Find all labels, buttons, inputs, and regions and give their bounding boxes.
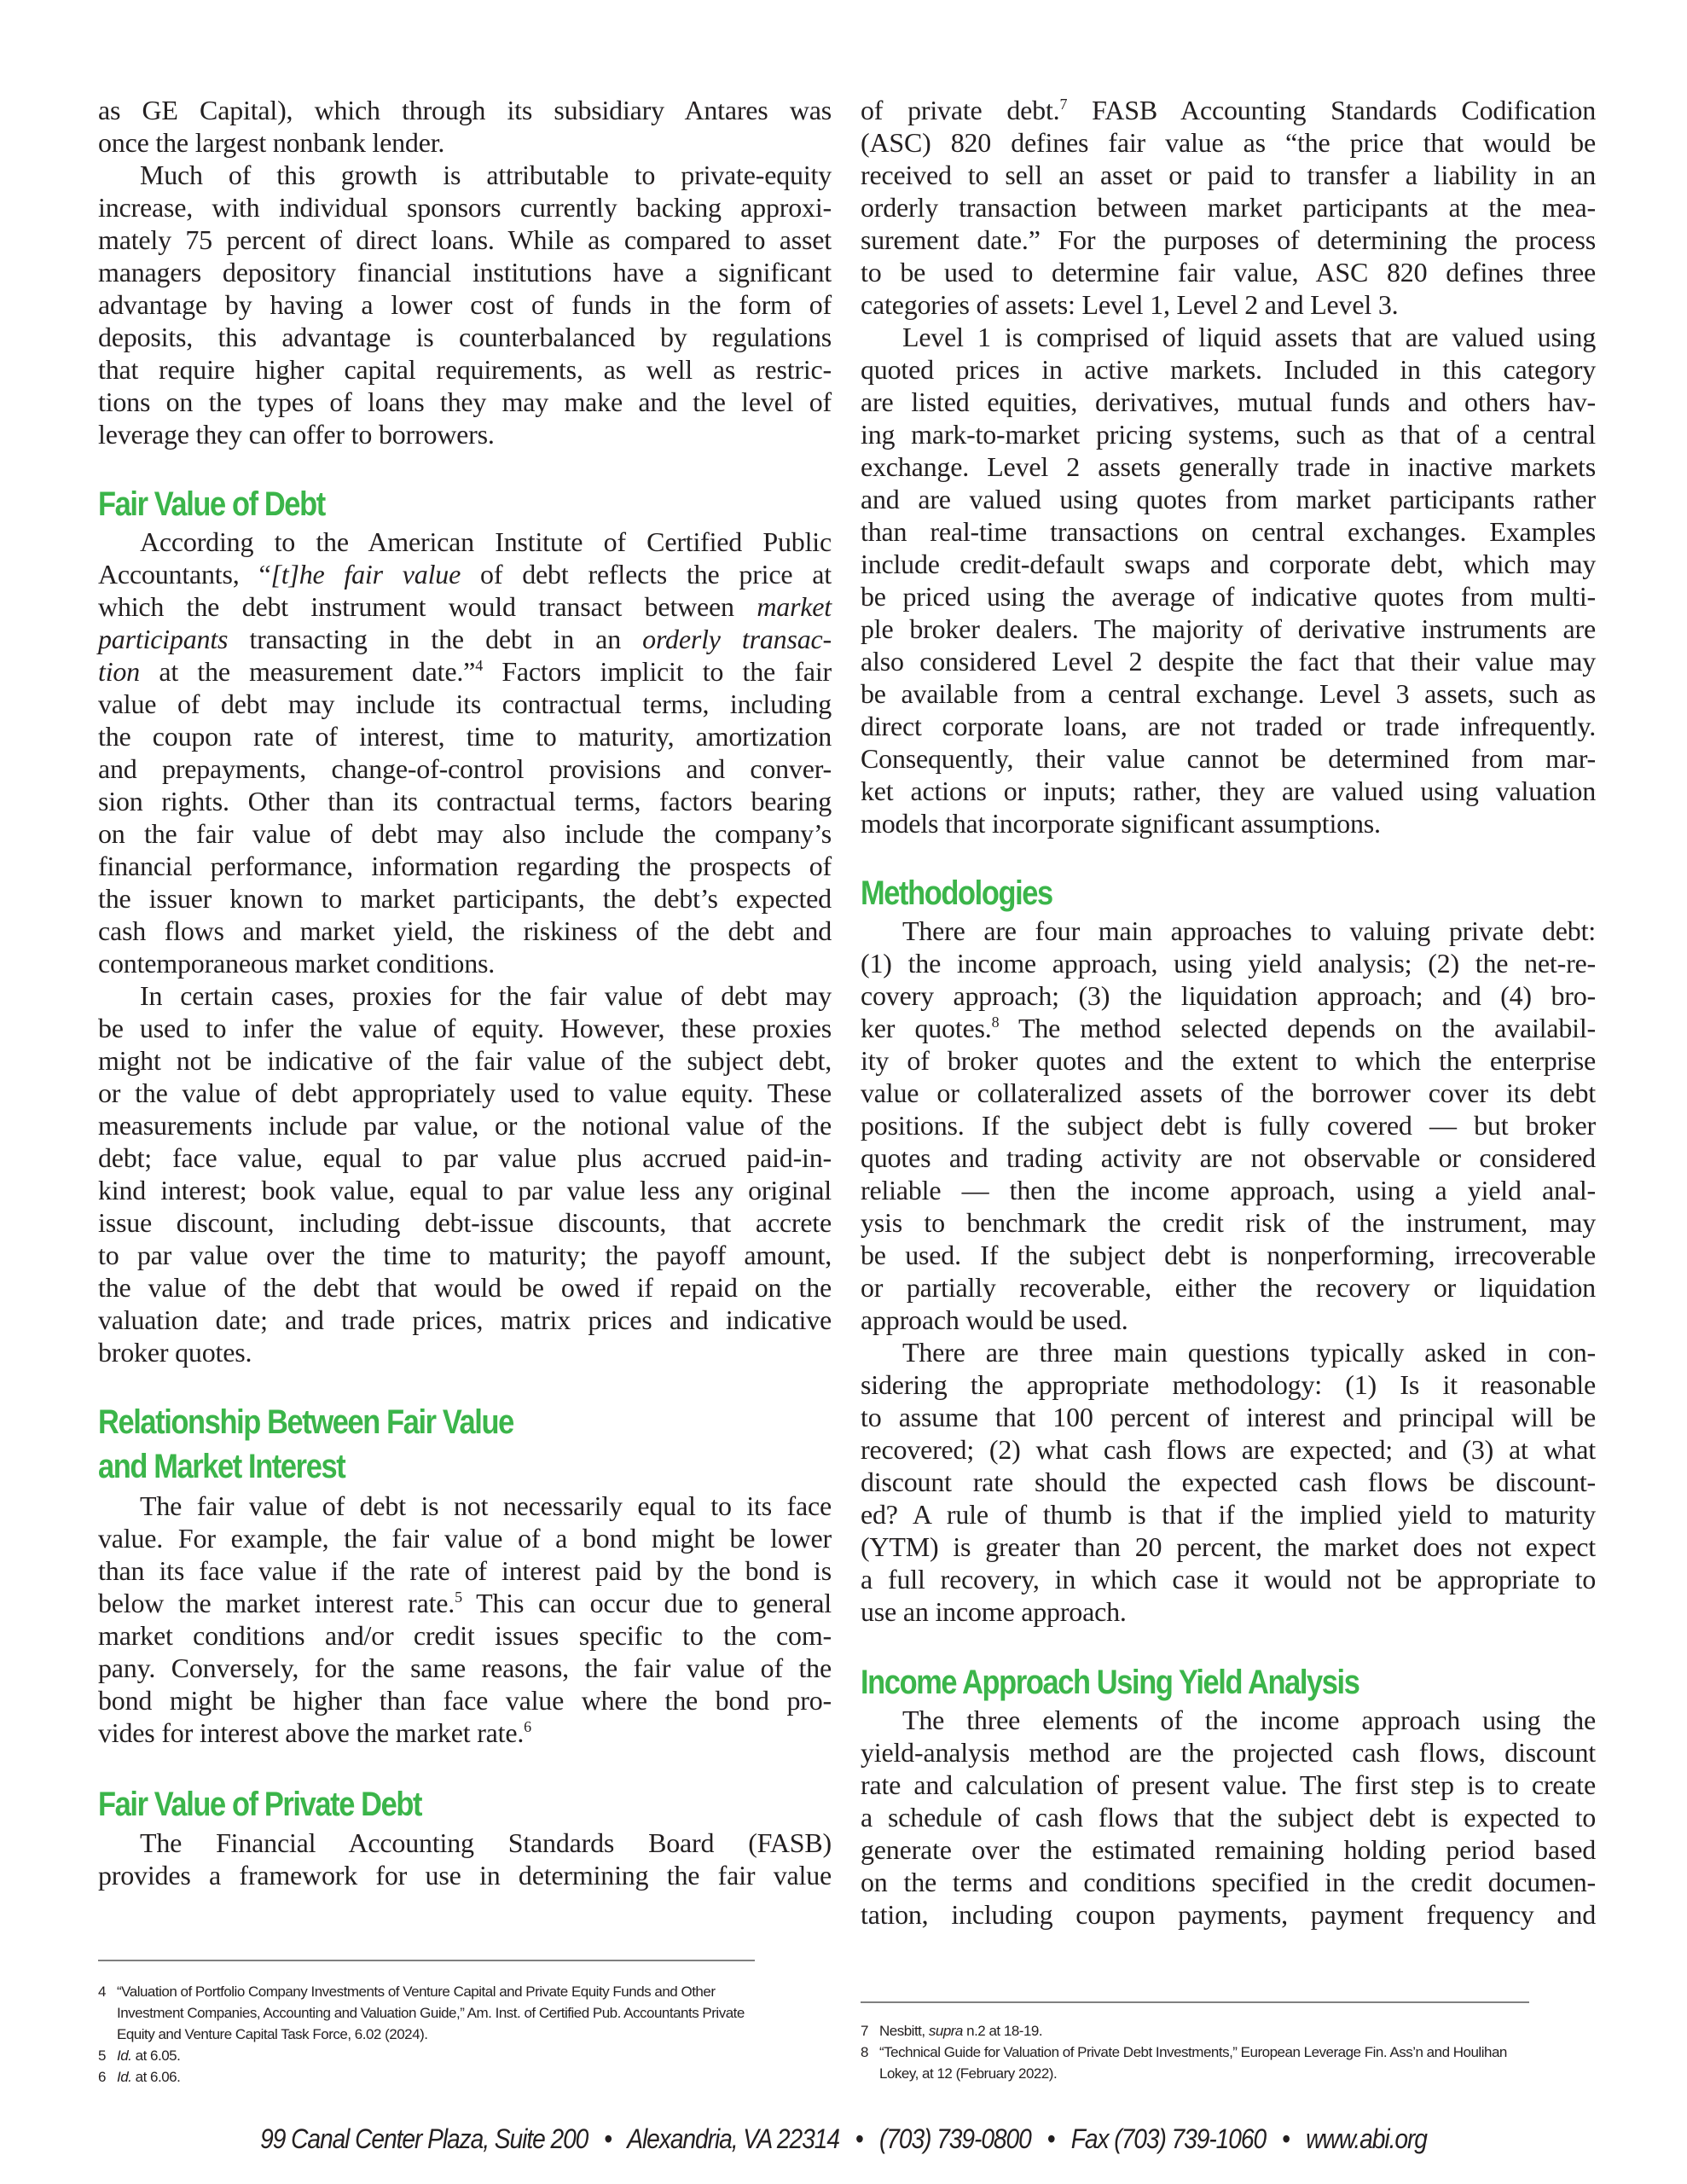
body-line: or the value of debt appropriately used to value equity. These <box>98 1077 832 1108</box>
body-line: on the terms and conditions specified in the credit documen- <box>861 1867 1596 1897</box>
body-line: market conditions and/or credit issues specific to the com- <box>98 1620 832 1651</box>
bullet-separator-icon: • <box>1282 2123 1290 2154</box>
body-line: quotes and trading activity are not observable or considered <box>861 1142 1596 1173</box>
body-line: on the fair value of debt may also include the company’s <box>98 818 832 849</box>
body-line: are listed equities, derivatives, mutual funds and others hav- <box>861 386 1596 417</box>
body-line: valuation date; and trade prices, matrix prices and indicative <box>98 1304 832 1335</box>
page-footer-contact <box>101 2122 1586 2156</box>
body-line: to par value over the time to maturity; the payoff amount, <box>98 1240 832 1270</box>
body-line: measurements include par value, or the notional value of the <box>98 1110 832 1141</box>
body-line: (ASC) 820 defines fair value as “the price that would be <box>861 127 1596 158</box>
body-line: ed? A rule of thumb is that if the implied yield to maturity <box>861 1499 1596 1530</box>
footnote-ref-8[interactable]: 8 <box>991 1014 1000 1031</box>
body-line: be used. If the subject debt is nonperforming, irrecoverable <box>861 1240 1596 1270</box>
body-line: a full recovery, in which case it would not be appropriate to <box>861 1564 1596 1594</box>
body-line: and are valued using quotes from market participants rather <box>861 484 1596 514</box>
body-line: ing mark-to-market pricing systems, such as that of a central <box>861 419 1596 450</box>
body-line: According to the American Institute of Certified Public <box>140 526 832 557</box>
body-line: that require higher capital requirements, as well as restric- <box>98 354 832 385</box>
footnote-ref-4[interactable]: 4 <box>475 657 483 674</box>
body-line: debt; face value, equal to par value plus accrued paid-in- <box>98 1142 832 1173</box>
body-line: leverage they can offer to borrowers. <box>98 419 495 450</box>
body-line: issue discount, including debt-issue discounts, that accrete <box>98 1207 832 1238</box>
footnote-ref-6[interactable]: 6 <box>524 1718 531 1735</box>
body-line: the coupon rate of interest, time to maturity, amortization <box>98 721 832 752</box>
section-heading-relationship-line2: and Market Interest <box>98 1448 345 1485</box>
body-line: Accountants, “[t]he fair value of debt reflects the price at <box>98 559 832 590</box>
body-line: The fair value of debt is not necessarily equal to its face <box>140 1490 832 1521</box>
body-line: advantage by having a lower cost of funds in the form of <box>98 289 832 320</box>
body-line: might not be indicative of the fair value of the subject debt, <box>98 1045 832 1076</box>
body-line: the value of the debt that would be owed if repaid on the <box>98 1272 832 1303</box>
bullet-separator-icon: • <box>855 2123 863 2154</box>
body-line: exchange. Level 2 assets generally trade in inactive markets <box>861 451 1596 482</box>
body-line: provides a framework for use in determining the fair value <box>98 1860 832 1891</box>
body-line: mately 75 percent of direct loans. While as compared to asset <box>98 224 832 255</box>
body-line: sion rights. Other than its contractual terms, factors bearing <box>98 786 832 816</box>
body-line: reliable — then the income approach, using a yield anal- <box>861 1175 1596 1205</box>
body-line: discount rate should the expected cash flows be discount- <box>861 1467 1596 1497</box>
section-heading-fair-value-of-debt: Fair Value of Debt <box>98 485 325 523</box>
body-line: and prepayments, change-of-control provisions and conver- <box>98 753 832 784</box>
section-heading-income-approach: Income Approach Using Yield Analysis <box>861 1664 1359 1701</box>
body-line: a schedule of cash flows that the subject debt is expected to <box>861 1802 1596 1833</box>
section-heading-methodologies: Methodologies <box>861 874 1052 912</box>
body-line: generate over the estimated remaining holding period based <box>861 1834 1596 1865</box>
body-line: Much of this growth is attributable to private-equity <box>140 160 832 190</box>
body-line: value. For example, the fair value of a bond might be lower <box>98 1523 832 1554</box>
body-line: ity of broker quotes and the extent to which the enterprise <box>861 1045 1596 1076</box>
body-line: bond might be higher than face value where the bond pro- <box>98 1685 832 1716</box>
footer-city: Alexandria, VA 22314 <box>627 2123 839 2154</box>
body-line: ker quotes.$^8$ The method selected depends on the availabil- <box>861 1013 1596 1043</box>
body-line: rate and calculation of present value. The first step is to create <box>861 1769 1596 1800</box>
body-line: value of debt may include its contractual terms, including <box>98 688 832 719</box>
body-line: be used to infer the value of equity. However, these proxies <box>98 1013 832 1043</box>
body-line: be priced using the average of indicative quotes from multi- <box>861 581 1596 612</box>
body-line: which the debt instrument would transact between market <box>98 591 832 622</box>
bullet-separator-icon: • <box>1046 2123 1055 2154</box>
body-line: use an income approach. <box>861 1596 1127 1627</box>
body-line: The Financial Accounting Standards Board (FASB) <box>140 1827 832 1858</box>
footnote-ref-5[interactable]: 5 <box>455 1589 462 1606</box>
body-line: sidering the appropriate methodology: (1) Is it reasonable <box>861 1369 1596 1400</box>
body-line: managers depository financial institutions have a significant <box>98 257 832 288</box>
body-line: ysis to benchmark the credit risk of the instrument, may <box>861 1207 1596 1238</box>
body-line: models that incorporate significant assumptions. <box>861 808 1381 839</box>
section-heading-relationship: Relationship Between Fair Value <box>98 1403 513 1441</box>
body-line: increase, with individual sponsors currently backing approxi- <box>98 192 832 223</box>
body-line: be available from a central exchange. Level 3 assets, such as <box>861 678 1596 709</box>
body-line: as GE Capital), which through its subsidiary Antares was <box>98 95 832 125</box>
body-line: received to sell an asset or paid to transfer a liability in an <box>861 160 1596 190</box>
body-line: or partially recoverable, either the recovery or liquidation <box>861 1272 1596 1303</box>
body-line: also considered Level 2 despite the fact that their value may <box>861 646 1596 677</box>
body-line: ket actions or inputs; rather, they are valued using valuation <box>861 775 1596 806</box>
body-line: to assume that 100 percent of interest and principal will be <box>861 1402 1596 1432</box>
body-line: of private debt.$^7$ FASB Accounting Standards Codification <box>861 95 1596 125</box>
footer-phone[interactable]: (703) 739-0800 <box>878 2123 1031 2154</box>
body-line: contemporaneous market conditions. <box>98 948 496 979</box>
body-line: positions. If the subject debt is fully covered — but broker <box>861 1110 1596 1141</box>
body-line: Consequently, their value cannot be determined from mar- <box>861 743 1596 774</box>
body-line: once the largest nonbank lender. <box>98 127 445 158</box>
body-line: tions on the types of loans they may make and the level of <box>98 386 832 417</box>
body-line: than real-time transactions on central exchanges. Examples <box>861 516 1596 547</box>
body-line: value or collateralized assets of the borrower cover its debt <box>861 1077 1596 1108</box>
body-line: surement date.” For the purposes of determining the process <box>861 224 1596 255</box>
body-line: (1) the income approach, using yield analysis; (2) the net-re- <box>861 948 1596 979</box>
body-line: vides for interest above the market rate.$^6$ <box>98 1717 531 1748</box>
body-line: (YTM) is greater than 20 percent, the market does not expect <box>861 1531 1596 1562</box>
body-line: to be used to determine fair value, ASC 820 defines three <box>861 257 1596 288</box>
footnote-divider <box>98 1960 755 1961</box>
footnote-ref-7[interactable]: 7 <box>1059 96 1068 113</box>
body-line: than its face value if the rate of interest paid by the bond is <box>98 1555 832 1586</box>
body-line: yield-analysis method are the projected cash flows, discount <box>861 1737 1596 1768</box>
body-line: Level 1 is comprised of liquid assets that are valued using <box>902 322 1596 352</box>
footer-fax: Fax (703) 739-1060 <box>1070 2123 1267 2154</box>
body-line: direct corporate loans, are not traded or trade infrequently. <box>861 711 1596 741</box>
body-line: broker quotes. <box>98 1337 252 1368</box>
body-line: tion at the measurement date.”$^4$ Factors implicit to the fair <box>98 656 832 687</box>
body-line: ple broker dealers. The majority of derivative instruments are <box>861 613 1596 644</box>
footer-website-link[interactable]: www.abi.org <box>1306 2123 1427 2154</box>
body-line: financial performance, information regarding the prospects of <box>98 851 832 881</box>
body-line: In certain cases, proxies for the fair value of debt may <box>140 980 832 1011</box>
body-line: quoted prices in active markets. Included in this category <box>861 354 1596 385</box>
footer-address: 99 Canal Center Plaza, Suite 200 <box>260 2123 588 2154</box>
body-line: categories of assets: Level 1, Level 2 and Level 3. <box>861 289 1399 320</box>
body-line: participants transacting in the debt in an orderly transac- <box>98 624 832 654</box>
body-line: The three elements of the income approach using the <box>902 1705 1596 1735</box>
body-line: approach would be used. <box>861 1304 1128 1335</box>
footnote-divider <box>861 2001 1529 2003</box>
bullet-separator-icon: • <box>604 2123 612 2154</box>
body-line: the issuer known to market participants, the debt’s expected <box>98 883 832 914</box>
body-line: recovered; (2) what cash flows are expected; and (3) at what <box>861 1434 1596 1465</box>
body-line: pany. Conversely, for the same reasons, the fair value of the <box>98 1653 832 1683</box>
body-line: orderly transaction between market participants at the mea- <box>861 192 1596 223</box>
body-line: cash flows and market yield, the riskiness of the debt and <box>98 915 832 946</box>
body-line: include credit-default swaps and corporate debt, which may <box>861 549 1596 579</box>
body-line: There are four main approaches to valuing private debt: <box>902 915 1596 946</box>
body-line: There are three main questions typically asked in con- <box>902 1337 1596 1368</box>
document-page: as GE Capital), which through its subsidiary Antares was once the largest nonbank lender. Much of this growth is attributable to private-equity increase, with individual sponsors currently backing approxi- mately 75 percent of direct loans. While as compared to asset managers depository financial institutions have a significant advantage by having a lower cost of funds in the form of deposits, this advantage is counterbalanced by regulations that require higher capital requirements, as well as restric- tions on the types of loans they may make and the level of leverage they can offer to borrowers. Fair Value of Debt According to the American Institute of Certified Public Accountants, “[t]he fair value of debt reflects the price at which the debt instrument would transact between market participants transacting in the debt in an orderly transac- tion at the measurement date.”$^4$ Factors implicit to the fair value of debt may include its contractual terms, including the coupon rate of interest, time to maturity, amortization and prepayments, change-of-control provisions and conver- sion rights. Other than its contractual terms, factors bearing on the fair value of debt may also include the company’s financial performance, information regarding the prospects of the issuer known to market participants, the debt’s expected cash flows and market yield, the riskiness of the debt and contemporaneous market conditions. In certain cases, proxies for the fair value of debt may be used to infer the value of equity. However, these proxies might not be indicative of the fair value of the subject debt, or the value of debt appropriately used to value equity. These measurements include par value, or the notional value of the debt; face value, equal to par value plus accrued paid-in- kind interest; book value, equal to par value less any original issue discount, including debt-issue discounts, that accrete to par value over the time to maturity; the payoff amount, the value of the debt that would be owed if repaid on the valuation date; and trade prices, matrix prices and indicative broker quotes. Relationship Between Fair Value and Market Interest The fair value of debt is not necessarily equal to its face value. For example, the fair value of a bond might be lower than its face value if the rate of interest paid by the bond is below the market interest rate.$^5$ This can occur due to general market conditions and/or credit issues specific to the com- pany. Conversely, for the same reasons, the fair value of the bond might be higher than face value where the bond pro- vides for interest above the market rate.$^6$ Fair Value of Private Debt The Financial Accounting Standards Board (FASB) provides a framework for use in determining the fair value 4 “Valuation of Portfolio Company Investments of Venture Capital and Private Equity Funds and Other Investment Companies, Accounting and Valuation Guide,” Am. Inst. of Certified Pub. Accountants Private Equity and Venture Capital Task Force, 6.02 (2024). 5 Id. at 6.05. 6 Id. at 6.06. of private debt.$^7$ FASB Accounting Standards Codification (ASC) 820 defines fair value as “the price that would be received to sell an asset or paid to transfer a liability in an orderly transaction between market participants at the mea- surement date.” For the purposes of determining the process to be used to determine fair value, ASC 820 defines three categories of assets: Level 1, Level 2 and Level 3. Level 1 is comprised of liquid assets that are valued using quoted prices in active markets. Included in this category are listed equities, derivatives, mutual funds and others hav- ing mark-to-market pricing systems, such as that of a central exchange. Level 2 assets generally trade in inactive markets and are valued using quotes from market participants rather than real-time transactions on central exchanges. Examples include credit-default swaps and corporate debt, which may be priced using the average of indicative quotes from multi- ple broker dealers. The majority of derivative instruments are also considered Level 2 despite the fact that their value may be available from a central exchange. Level 3 assets, such as direct corporate loans, are not traded or trade infrequently. Consequently, their value cannot be determined from mar- ket actions or inputs; rather, they are valued using valuation models that incorporate significant assumptions. Methodologies There are four main approaches to valuing private debt: (1) the income approach, using yield analysis; (2) the net-re- covery approach; (3) the liquidation approach; and (4) bro- ker quotes.$^8$ The method selected depends on the availabil- ity of broker quotes and the extent to which the enterprise value or collateralized assets of the borrower cover its debt positions. If the subject debt is fully covered — but broker quotes and trading activity are not observable or considered reliable — then the income approach, using a yield anal- ysis to benchmark the credit risk of the instrument, may be used. If the subject debt is nonperforming, irrecoverable or partially recoverable, either the recovery or liquidation approach would be used. There are three main questions typically asked in con- sidering the appropriate methodology: (1) Is it reasonable to assume that 100 percent of interest and principal will be recovered; (2) what cash flows are expected; and (3) at what discount rate should the expected cash flows be discount- ed? A rule of thumb is that if the implied yield to maturity (YTM) is greater than 20 percent, the market does not expect a full recovery, in which case it would not be appropriate to use an income approach. Income Approach Using Yield Analysis The three elements of the income approach using the yield-analysis method are the projected cash flows, discount rate and calculation of present value. The first step is to create a schedule of cash flows that the subject debt is expected to generate over the estimated remaining holding period based on the terms and conditions specified in the credit documen- tation, including coupon payments, payment frequency and 7 Nesbitt, supra n.2 at 18-19. 8 “Technical Guide for Valuation of Private Debt Investments,” European Leverage Fin. Ass’n and Houlihan Lokey, at 12 (February 2022). 99 Canal Center Plaza, Suite 200 • Alexandria, VA 22314 • (703) 739-0800 • Fax (703) 739-1060 • www.abi.org <box>0 0 1687 2184</box>
section-heading-private-debt: Fair Value of Private Debt <box>98 1786 422 1823</box>
body-line: covery approach; (3) the liquidation approach; and (4) bro- <box>861 980 1596 1011</box>
body-line: kind interest; book value, equal to par value less any original <box>98 1175 832 1205</box>
body-line: deposits, this advantage is counterbalanced by regulations <box>98 322 832 352</box>
body-line: tation, including coupon payments, payment frequency and <box>861 1899 1596 1930</box>
body-line: below the market interest rate.$^5$ This can occur due to general <box>98 1588 832 1618</box>
